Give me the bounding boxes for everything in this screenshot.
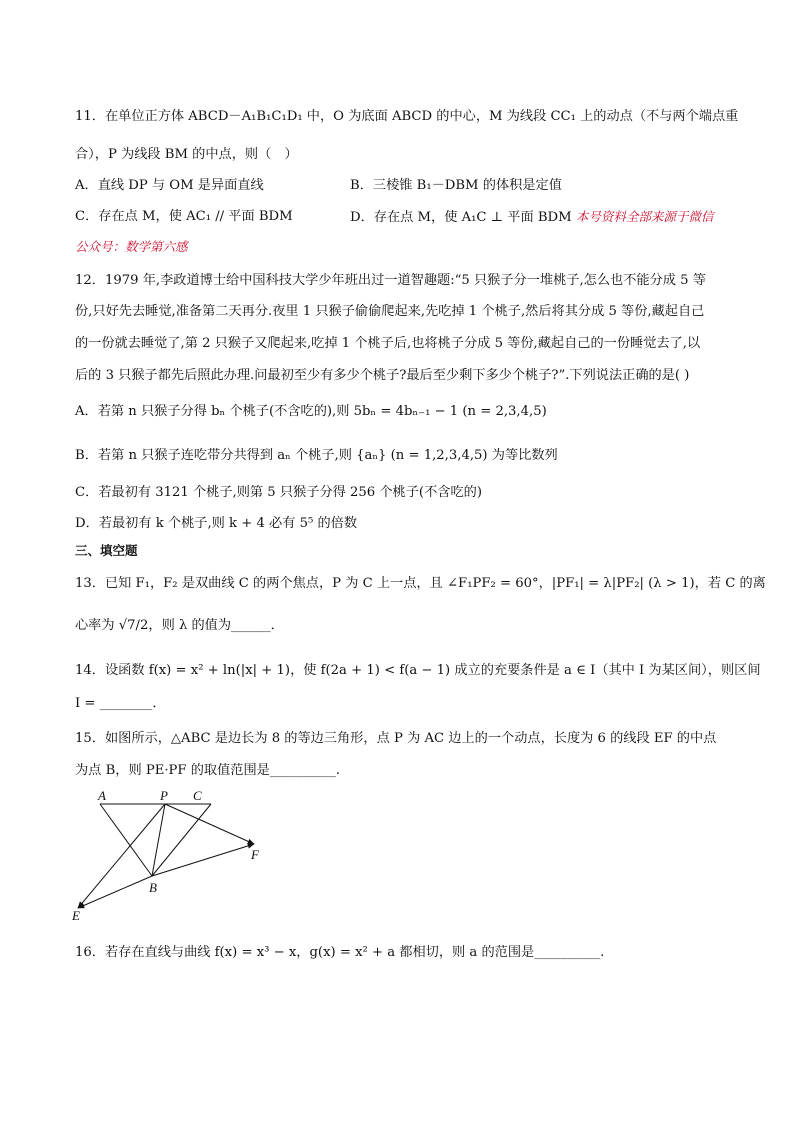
vector-bf (152, 844, 254, 876)
q11-option-d-wrap (350, 208, 713, 227)
watermark-text-2: 公众号：数学第六感 (75, 239, 188, 254)
q12-option-b: B．若第 n 只猴子连吃带分共得到 aₙ 个桃子,则 {aₙ} (n = 1,2,3,4,5) 为等比数列 (75, 448, 558, 463)
q11-options-row1 (75, 177, 562, 195)
vector-be (78, 876, 152, 908)
q11-options-row2 (75, 208, 714, 226)
watermark-text-1: 本号资料全部来源于微信 (575, 209, 714, 224)
q12-stem-line2: 份,只好先去睡觉,准备第二天再分.夜里 1 只猴子偷偷爬起来,先吃掉 1 个桃子,然后将其分成 5 等份,藏起自己 (75, 304, 705, 319)
label-e: E (72, 908, 80, 922)
vector-pf (165, 804, 254, 844)
label-c: C (193, 788, 202, 803)
label-p: P (160, 788, 168, 803)
q15-figure (68, 782, 268, 922)
q12-stem-line4: 后的 3 只猴子都先后照此办理.问最初至少有多少个桃子?最后至少剩下多少个桃子?”.下列说法正确的是( ) (75, 368, 690, 383)
q15-line1: 15．如图所示，△ABC 是边长为 8 的等边三角形，点 P 为 AC 边上的一个动点，长度为 6 的线段 EF 的中点 (75, 731, 717, 746)
label-a: A (98, 788, 106, 803)
segment-cb (152, 804, 211, 876)
section-heading: 三、填空题 (75, 543, 138, 558)
segment-ab (100, 804, 152, 876)
segment-pb (152, 804, 165, 876)
q13-line1: 13．已知 F₁，F₂ 是双曲线 C 的两个焦点，P 为 C 上一点，且 ∠F₁PF₂ = 60°，|PF₁| = λ|PF₂| (λ > 1)，若 C 的离 (75, 576, 766, 591)
q11-option-b: B．三棱锥 B₁－DBM 的体积是定值 (350, 178, 562, 193)
q11-option-a: A．直线 DP 与 OM 是异面直线 (75, 178, 264, 193)
q16-line1: 16．若存在直线与曲线 f(x) = x³ − x，g(x) = x² + a 都相切，则 a 的范围是__________. (75, 945, 605, 960)
q12-option-c: C．若最初有 3121 个桃子,则第 5 只猴子分得 256 个桃子(不含吃的) (75, 485, 482, 500)
q13-line2: 心率为 √7/2，则 λ 的值为______． (75, 618, 284, 633)
q11-stem-line1: 11．在单位正方体 ABCD－A₁B₁C₁D₁ 中，O 为底面 ABCD 的中心，M 为线段 CC₁ 上的动点（不与两个端点重 (75, 109, 739, 124)
q11-option-d: D．存在点 M，使 A₁C ⊥ 平面 BDM (350, 210, 572, 225)
q15-line2: 为点 B，则 PE·PF 的取值范围是__________. (75, 763, 340, 778)
q11-stem-line2: 合），P 为线段 BM 的中点，则（ ） (75, 147, 298, 162)
q12-option-a: A．若第 n 只猴子分得 bₙ 个桃子(不含吃的),则 5bₙ = 4bₙ₋₁ − 1 (n = 2,3,4,5) (75, 404, 547, 419)
q11-option-c: C．存在点 M，使 AC₁ // 平面 BDM (75, 209, 293, 224)
q12-stem-line3: 的一份就去睡觉了,第 2 只猴子又爬起来,吃掉 1 个桃子后,也将桃子分成 5 等份,藏起自己的一份睡觉去了,以 (75, 336, 701, 351)
q14-line2: I = ________． (75, 696, 166, 711)
q14-line1: 14．设函数 f(x) = x² + ln(|x| + 1)，使 f(2a + 1) < f(a − 1) 成立的充要条件是 a ∈ I（其中 I 为某区间），则区间 (75, 663, 761, 678)
q12-option-d: D．若最初有 k 个桃子,则 k + 4 必有 5⁵ 的倍数 (75, 516, 358, 531)
label-b: B (149, 880, 157, 895)
label-f: F (251, 847, 259, 862)
q12-stem-line1: 12．1979 年,李政道博士给中国科技大学少年班出过一道智趣题:“5 只猴子分一堆桃子,怎么也不能分成 5 等 (75, 273, 706, 288)
